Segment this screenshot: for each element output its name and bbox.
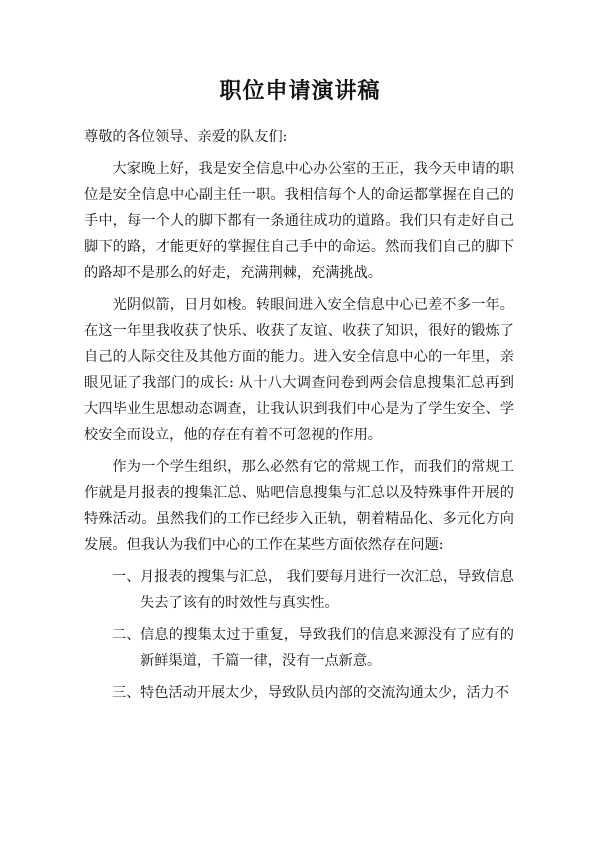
list-marker: 三、 — [112, 685, 141, 701]
list-item-text: 信息的搜集太过于重复，导致我们的信息来源没有了应有的新鲜渠道，千篇一律，没有一点新意。 — [140, 627, 514, 669]
list-item-3 — [84, 680, 514, 706]
list-item-text: 特色活动开展太少，导致队员内部的交流沟通太少，活力不 — [140, 685, 509, 701]
list-item-1 — [84, 564, 514, 616]
document-body — [84, 124, 514, 706]
list-item-text: 月报表的搜集与汇总， 我们要每月进行一次汇总，导致信息失去了该有的时效性与真实性。 — [140, 569, 514, 611]
paragraph-1: 大家晚上好，我是安全信息中心办公室的王正，我今天申请的职位是安全信息中心副主任一职。我相信每个人的命运都掌握在自己的手中，每一个人的脚下都有一条通往成功的道路。我们只有走好自己脚下的路，才能更好的掌握住自己手中的命运。然而我们自己的脚下的路却不是那么的好走，充满荆棘，充满挑战。 — [84, 161, 514, 281]
salutation: 尊敬的各位领导、亲爱的队友们: — [84, 129, 288, 145]
list-marker: 一、 — [112, 569, 141, 585]
document-title: 职位申请演讲稿 — [219, 79, 381, 104]
paragraph-2: 光阴似箭，日月如梭。转眼间进入安全信息中心已差不多一年。在这一年里我收获了快乐、收获了友谊、收获了知识，很好的锻炼了自己的人际交往及其他方面的能力。进入安全信息中心的一年里，亲眼见证了我部门的成长: 从十八大调查问卷到两会信息搜集汇总再到大四毕业生思想动态调查，让我认识到我们中心是为了学生安全、学校安全而设立，他的存在有着不可忽视的作用。 — [84, 297, 514, 443]
paragraph-3: 作为一个学生组织，那么必然有它的常规工作，而我们的常规工作就是月报表的搜集汇总、贴吧信息搜集与汇总以及特殊事件开展的特殊活动。虽然我们的工作已经步入正轨，朝着精品化、多元化方向发展。但我认为我们中心的工作在某些方面依然存在问题: — [84, 459, 514, 553]
list-marker: 二、 — [112, 627, 141, 643]
list-item-2 — [84, 622, 514, 674]
